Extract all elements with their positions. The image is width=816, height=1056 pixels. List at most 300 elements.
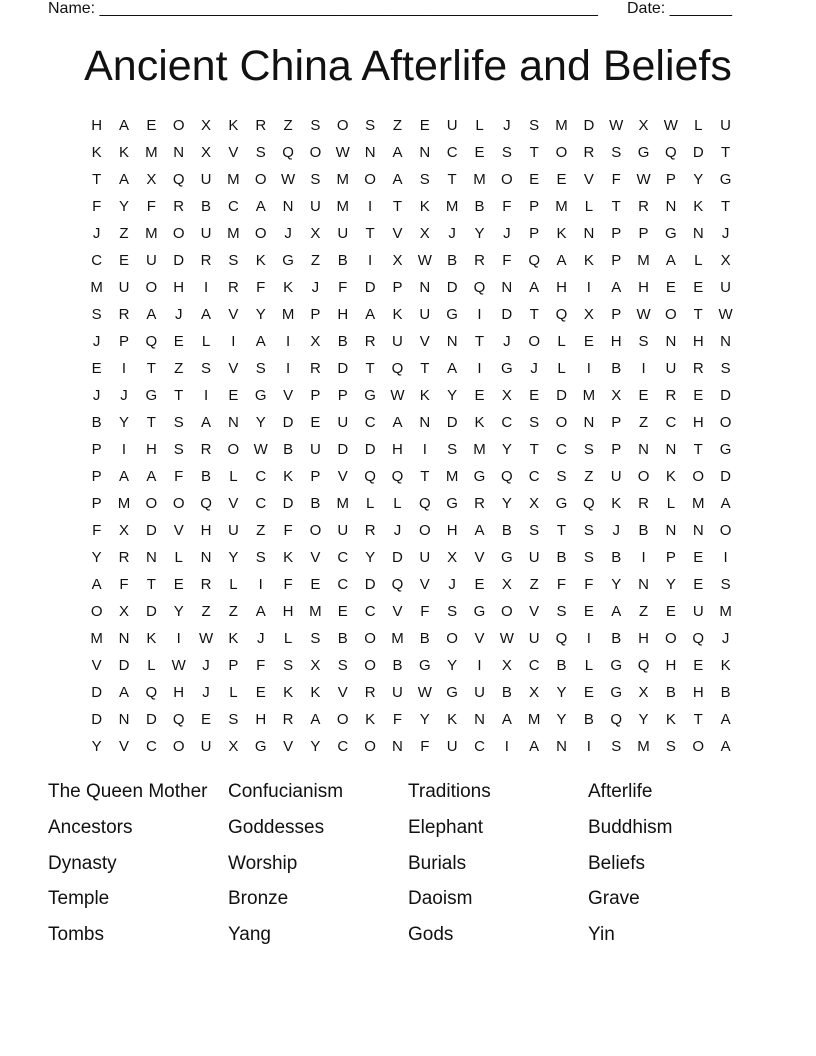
grid-letter: Z [584,468,594,485]
grid-letter: A [665,252,676,269]
grid-letter: V [91,657,102,674]
grid-letter: Q [473,279,486,296]
grid-letter: M [445,198,459,215]
grid-letter: A [255,198,266,215]
grid-letter: E [583,333,594,350]
grid-letter: O [172,117,185,134]
grid-letter: D [337,441,349,458]
grid-letter: O [254,171,267,188]
grid-letter: P [91,441,102,458]
grid-letter: S [255,360,266,377]
grid-row [83,517,740,544]
word-list-item: Yang [228,924,271,945]
grid-letter: D [364,441,376,458]
grid-letter: Y [556,711,567,728]
grid-letter: U [528,630,540,647]
grid-letter: E [693,576,704,593]
grid-letter: Q [665,144,677,161]
grid-letter: P [611,306,622,323]
grid-letter: Q [555,306,568,323]
grid-letter: O [528,333,540,350]
grid-letter: T [392,198,403,215]
grid-letter: N [227,414,239,431]
grid-letter: F [611,171,621,188]
grid-letter: U [446,738,458,755]
grid-letter: Y [365,549,376,566]
grid-row [83,274,740,301]
grid-letter: Q [555,630,568,647]
word-list-item: Grave [588,888,640,910]
grid-letter: E [91,360,102,377]
grid-letter: T [556,522,567,539]
grid-letter: J [202,684,210,701]
grid-letter: M [281,306,295,323]
grid-letter: Y [447,657,458,674]
grid-letter: M [555,198,568,215]
grid-letter: M [445,468,459,485]
grid-letter: S [529,414,540,431]
grid-letter: Y [447,387,458,404]
grid-letter: S [283,657,294,674]
grid-letter: N [419,279,431,296]
grid-letter: W [253,441,268,458]
grid-letter: F [584,576,594,593]
grid-letter: A [146,306,157,323]
word-list-item: Temple [48,888,110,910]
grid-letter: O [555,414,568,431]
grid-letter: Z [638,603,649,620]
grid-letter: D [145,522,157,539]
word-list-item: Dynasty [48,852,117,874]
grid-letter: N [419,144,431,161]
grid-letter: E [146,117,157,134]
word-list-item: Traditions [408,781,491,802]
grid-letter: G [446,495,458,512]
grid-letter: V [228,495,239,512]
grid-letter: O [719,522,732,539]
grid-letter: J [284,225,292,242]
grid-letter: N [173,144,185,161]
grid-letter: Y [255,414,266,431]
grid-letter: X [583,306,594,323]
grid-letter: Z [392,117,403,134]
grid-letter: Y [501,441,512,458]
grid-letter: O [500,171,513,188]
grid-letter: B [638,522,649,539]
grid-letter: R [364,522,376,539]
grid-letter: R [665,387,677,404]
grid-letter: D [720,387,731,404]
grid-letter: Q [172,171,185,188]
grid-letter: D [446,279,458,296]
grid-letter: A [474,522,485,539]
grid-letter: M [336,198,350,215]
grid-letter: V [228,360,239,377]
grid-letter: D [556,387,567,404]
grid-letter: A [501,711,512,728]
grid-letter: P [529,225,540,242]
grid-letter: A [91,576,102,593]
grid-letter: K [310,684,321,701]
grid-letter: X [501,387,512,404]
grid-letter: N [145,549,157,566]
grid-letter: Q [637,657,650,674]
grid-letter: B [720,684,731,701]
grid-letter: R [364,333,376,350]
word-list-item: The Queen Mother [48,781,208,802]
grid-letter: M [90,630,103,647]
grid-letter: R [118,306,130,323]
grid-letter: J [448,225,456,242]
grid-letter: G [719,171,732,188]
grid-letter: K [119,144,130,161]
grid-letter: G [145,387,158,404]
grid-letter: O [555,144,568,161]
grid-letter: F [283,522,293,539]
grid-letter: L [584,657,594,674]
grid-letter: E [474,144,485,161]
grid-letter: O [90,603,103,620]
grid-letter: T [693,711,703,728]
word-list-item: Beliefs [588,852,646,874]
grid-letter: F [392,711,403,728]
grid-letter: N [692,225,704,242]
grid-letter: M [336,171,350,188]
grid-letter: U [310,198,321,215]
grid-letter: G [282,252,294,269]
grid-letter: A [119,468,130,485]
grid-letter: I [258,576,263,593]
grid-letter: D [583,117,595,134]
grid-letter: E [201,711,212,728]
word-list-item: Goddesses [228,816,325,838]
grid-letter: K [419,198,430,215]
grid-letter: E [529,387,540,404]
grid-letter: U [145,252,157,269]
grid-letter: R [474,495,485,512]
grid-letter: R [364,684,376,701]
grid-letter: W [417,684,432,701]
grid-letter: B [501,522,512,539]
grid-letter: S [611,144,622,161]
word-list-item: Yin [588,924,615,945]
grid-letter: I [477,657,482,674]
grid-letter: N [665,333,677,350]
grid-letter: X [392,252,403,269]
grid-letter: T [420,360,430,377]
grid-letter: P [337,387,348,404]
grid-letter: E [310,414,321,431]
grid-letter: E [419,117,430,134]
grid-letter: A [720,738,731,755]
grid-letter: C [364,414,376,431]
grid-letter: W [280,171,296,188]
grid-letter: O [665,306,677,323]
grid-letter: K [283,279,294,296]
grid-letter: K [228,117,239,134]
grid-letter: R [227,279,239,296]
grid-letter: Y [474,225,485,242]
grid-letter: T [146,576,156,593]
grid-letter: M [691,495,705,512]
grid-letter: O [254,225,267,242]
grid-row [83,139,740,166]
grid-letter: C [364,603,376,620]
word-list-item: Tombs [48,924,104,945]
grid-letter: I [586,360,591,377]
grid-row [83,220,740,247]
grid-letter: E [693,549,704,566]
grid-letter: A [392,144,403,161]
grid-letter: N [665,198,677,215]
grid-letter: A [119,117,130,134]
grid-letter: U [610,468,622,485]
grid-row [83,490,740,517]
grid-letter: L [557,333,566,350]
grid-letter: A [529,738,540,755]
grid-letter: K [474,414,485,431]
grid-letter: W [390,387,405,404]
grid-row [83,436,740,463]
grid-letter: A [611,603,622,620]
grid-letter: S [310,630,321,647]
grid-letter: X [119,522,130,539]
grid-letter: B [310,495,321,512]
grid-letter: A [529,279,540,296]
grid-letter: U [720,117,731,134]
grid-letter: C [446,144,458,161]
grid-letter: U [200,738,212,755]
grid-letter: S [611,738,622,755]
grid-letter: G [719,441,732,458]
grid-letter: Y [638,711,649,728]
grid-letter: B [337,333,348,350]
grid-letter: T [146,360,156,377]
grid-letter: K [283,468,294,485]
grid-letter: R [638,495,649,512]
grid-letter: X [119,603,130,620]
grid-letter: M [473,171,486,188]
grid-letter: E [693,387,704,404]
grid-letter: I [641,360,646,377]
grid-letter: N [583,225,595,242]
grid-letter: K [665,711,676,728]
grid-letter: A [146,468,157,485]
grid-letter: J [174,306,183,323]
grid-letter: Q [583,495,595,512]
grid-letter: P [91,495,102,512]
grid-letter: D [501,306,513,323]
grid-letter: P [665,549,676,566]
grid-letter: O [145,495,158,512]
grid-letter: Q [692,630,705,647]
grid-letter: S [501,144,512,161]
grid-letter: I [203,387,209,404]
grid-letter: W [609,117,624,134]
grid-letter: H [556,279,567,296]
grid-letter: P [91,468,102,485]
grid-letter: S [583,441,594,458]
grid-letter: H [610,333,622,350]
grid-letter: O [364,630,376,647]
grid-letter: S [337,657,348,674]
grid-letter: E [173,576,184,593]
grid-letter: U [665,360,677,377]
grid-letter: A [119,684,130,701]
grid-letter: S [583,522,594,539]
grid-letter: W [663,117,678,134]
grid-letter: E [638,387,649,404]
grid-letter: K [720,657,731,674]
grid-letter: Q [418,495,431,512]
grid-letter: M [582,387,596,404]
grid-letter: F [119,576,129,593]
grid-letter: M [227,171,240,188]
grid-letter: B [665,684,676,701]
grid-letter: X [310,657,321,674]
grid-letter: K [255,252,266,269]
grid-letter: S [201,360,212,377]
grid-letter: X [419,225,430,242]
grid-letter: T [474,333,485,350]
grid-letter: G [473,603,486,620]
grid-letter: O [172,738,185,755]
grid-letter: T [92,171,102,188]
grid-letter: M [309,603,322,620]
grid-letter: Z [174,360,184,377]
name-field-label: Name: ________________________________________________________ [48,0,598,17]
grid-letter: F [502,198,512,215]
grid-letter: E [119,252,130,269]
grid-letter: H [200,522,212,539]
grid-letter: L [229,468,238,485]
grid-letter: S [447,603,458,620]
grid-letter: N [501,279,513,296]
grid-letter: A [201,414,212,431]
grid-letter: K [665,468,676,485]
grid-letter: W [718,306,733,323]
grid-letter: D [364,279,376,296]
grid-letter: U [392,333,403,350]
grid-letter: D [282,414,294,431]
grid-letter: A [365,306,376,323]
grid-letter: S [583,549,594,566]
grid-letter: F [420,738,430,755]
grid-letter: C [255,495,267,512]
grid-letter: U [337,225,349,242]
grid-letter: R [200,441,212,458]
grid-letter: Z [529,576,539,593]
grid-letter: V [419,333,430,350]
grid-letter: L [694,117,703,134]
grid-letter: I [641,549,646,566]
grid-letter: K [419,387,430,404]
grid-letter: F [92,522,102,539]
date-field-label: Date: _______ [627,0,732,17]
grid-letter: Z [119,225,129,242]
grid-letter: F [256,279,266,296]
grid-letter: R [255,117,267,134]
grid-letter: H [173,684,185,701]
grid-letter: F [502,252,512,269]
grid-letter: U [720,279,731,296]
grid-letter: F [92,198,102,215]
grid-letter: H [255,711,267,728]
grid-letter: Q [610,711,623,728]
grid-letter: I [422,441,427,458]
grid-letter: Z [310,252,320,269]
grid-letter: P [665,171,676,188]
grid-letter: B [447,252,458,269]
grid-letter: S [529,117,540,134]
grid-letter: A [720,711,731,728]
grid-letter: M [637,252,650,269]
grid-letter: F [283,576,293,593]
grid-letter: G [555,495,568,512]
grid-letter: H [692,684,704,701]
grid-letter: H [638,630,649,647]
grid-letter: T [720,198,731,215]
grid-letter: G [637,144,650,161]
grid-letter: R [118,549,130,566]
grid-letter: S [173,441,184,458]
grid-letter: E [474,576,485,593]
grid-letter: I [121,441,127,458]
grid-letter: L [201,333,211,350]
grid-letter: R [583,144,595,161]
grid-letter: B [283,441,294,458]
grid-letter: O [719,414,732,431]
grid-letter: I [231,333,236,350]
grid-letter: W [636,171,651,188]
grid-letter: P [611,252,622,269]
grid-letter: K [146,630,157,647]
grid-letter: U [337,414,349,431]
grid-letter: W [335,144,350,161]
grid-letter: N [720,333,731,350]
grid-letter: B [556,549,567,566]
grid-letter: R [282,711,294,728]
grid-letter: Y [665,576,676,593]
grid-letter: N [446,333,458,350]
grid-letter: I [368,252,373,269]
grid-letter: Q [145,333,158,350]
grid-letter: Y [501,495,512,512]
grid-letter: C [337,738,349,755]
grid-letter: R [310,360,321,377]
grid-letter: V [228,306,239,323]
grid-letter: Q [364,468,376,485]
grid-letter: G [446,684,458,701]
grid-letter: N [200,549,212,566]
grid-letter: D [118,657,130,674]
grid-letter: G [446,306,458,323]
grid-letter: O [336,711,349,728]
grid-letter: P [392,279,403,296]
grid-letter: O [446,630,458,647]
grid-letter: D [91,711,103,728]
word-list-item: Daoism [408,888,473,910]
grid-letter: P [611,414,622,431]
grid-letter: B [392,657,403,674]
grid-letter: K [228,630,239,647]
grid-letter: K [283,684,294,701]
grid-letter: R [692,360,704,377]
grid-letter: E [337,603,348,620]
grid-letter: M [117,495,131,512]
grid-row [83,652,740,679]
grid-letter: W [636,306,651,323]
